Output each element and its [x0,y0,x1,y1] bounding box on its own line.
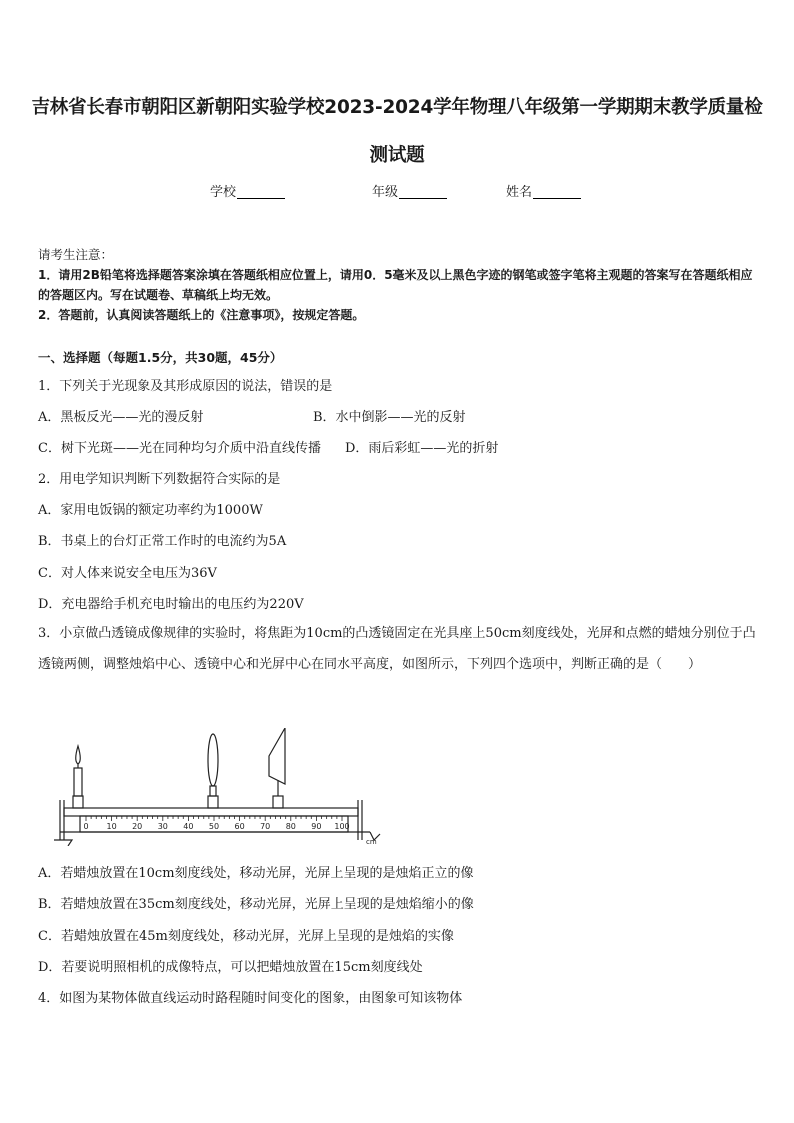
ruler-tick-label: 100 [334,822,350,831]
q2-option-b: B．书桌上的台灯正常工作时的电流约为5A [38,534,287,549]
notice-heading: 请考生注意： [38,247,114,262]
notice-item-1: 1．请用2B铅笔将选择题答案涂填在答题纸相应位置上，请用0．5毫米及以上黑色字迹的钢笔或签字笔将主观题的答案写在答题纸相应的答题区内。写在试题卷、草稿纸上均无效。 [38,268,753,302]
school-blank [237,184,285,199]
grade-label: 年级 [372,185,399,200]
q3-option-b: B．若蜡烛放置在35cm刻度线处，移动光屏，光屏上呈现的是烛焰缩小的像 [38,897,474,912]
q2-option-c: C．对人体来说安全电压为36V [38,566,217,581]
school-label: 学校 [210,185,237,200]
ruler-tick-label: 10 [106,822,117,831]
q1-option-d: D．雨后彩虹——光的折射 [345,441,499,456]
name-blank [533,184,581,199]
q2-option-a: A．家用电饭锅的额定功率约为1000W [38,503,263,518]
ruler-tick-label: 20 [132,822,143,831]
ruler-tick-label: 70 [260,822,271,831]
ruler-tick-label: 90 [311,822,322,831]
ruler-tick-label: 60 [234,822,245,831]
school-field [210,181,285,200]
q1-option-c: C．树下光斑——光在同种均匀介质中沿直线传播 [38,441,321,456]
ruler-tick-label: 0 [83,822,89,831]
unit-label: cm [366,838,377,846]
notice-block [38,245,760,325]
section-heading: 一、选择题（每题1.5分，共30题，45分） [38,350,283,365]
q4-stem: 4．如图为某物体做直线运动时路程随时间变化的图象，由图象可知该物体 [38,991,463,1006]
ruler-tick-label: 40 [183,822,194,831]
optical-bench-figure [50,728,390,846]
ruler-tick-label: 50 [208,822,220,831]
ruler-tick-label: 80 [285,822,296,831]
q3-stem: 3．小京做凸透镜成像规律的实验时，将焦距为10cm的凸透镜固定在光具座上50cm刻度线处，光屏和点燃的蜡烛分别位于凸透镜两侧，调整烛焰中心、透镜中心和光屏中心在同水平高度，如图所示，下列四个选项中，判断正确的是（ ） [38,626,756,672]
q1-option-b: B．水中倒影——光的反射 [313,410,466,425]
q2-option-d: D．充电器给手机充电时输出的电压约为220V [38,597,304,612]
q2-stem: 2．用电学知识判断下列数据符合实际的是 [38,472,281,487]
q3-option-d: D．若要说明照相机的成像特点，可以把蜡烛放置在15cm刻度线处 [38,960,423,975]
name-field [506,181,581,200]
name-label: 姓名 [506,185,533,200]
notice-item-2: 2．答题前，认真阅读答题纸上的《注意事项》，按规定答题。 [38,308,365,322]
q1-option-a: A．黑板反光——光的漫反射 [38,410,204,425]
q1-stem: 1．下列关于光现象及其形成原因的说法，错误的是 [38,379,333,394]
grade-field [372,181,447,200]
flame-icon [76,746,81,764]
screen-icon [269,728,285,784]
ruler-tick-label: 30 [157,822,168,831]
candle-icon [74,768,82,796]
page-title: 吉林省长春市朝阳区新朝阳实验学校2023-2024学年物理八年级第一学期期末教学质量检测试题 [31,97,763,166]
q3-option-c: C．若蜡烛放置在45m刻度线处，移动光屏，光屏上呈现的是烛焰的实像 [38,929,454,944]
grade-blank [399,184,447,199]
lens-icon [208,734,218,786]
q3-option-a: A．若蜡烛放置在10cm刻度线处，移动光屏，光屏上呈现的是烛焰正立的像 [38,866,474,881]
